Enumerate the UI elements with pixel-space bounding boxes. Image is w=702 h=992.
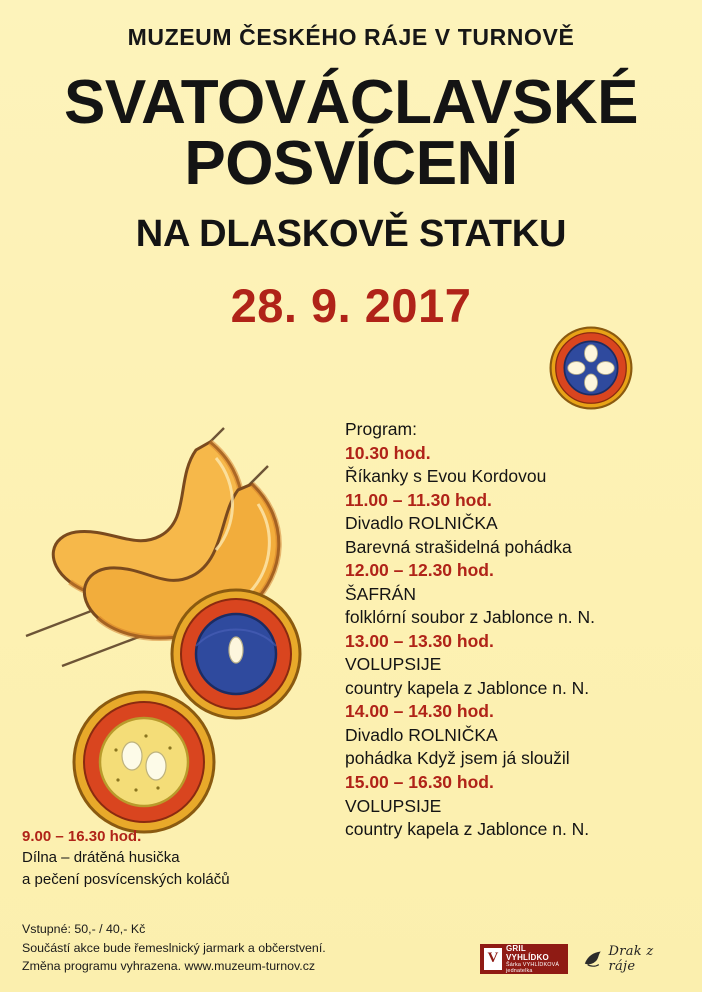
program-time-1: 10.30 hod. [345, 442, 431, 463]
program-desc-3-2: folklórní soubor z Jablonce n. N. [345, 607, 595, 628]
gril-mark-icon: V [484, 948, 502, 970]
logo-drak-z-raje [582, 944, 680, 974]
program-desc-5-2: pohádka Když jsem já sloužil [345, 748, 570, 769]
drak-name: Drak z ráje [608, 944, 654, 974]
workshop-block [22, 826, 322, 890]
poster-subtitle: NA DLASKOVĚ STATKU [135, 212, 567, 255]
sponsor-logos [480, 938, 680, 980]
program-desc-6-1: VOLUPSIJE [345, 795, 442, 816]
event-date: 28. 9. 2017 [230, 278, 472, 332]
program-time-3: 12.00 – 12.30 hod. [345, 560, 494, 581]
logo-gril-vyhlidko [480, 944, 568, 974]
illustration-sausages-and-pastries [14, 404, 344, 834]
dragon-icon [582, 948, 604, 970]
program-desc-2-1: Divadlo ROLNIČKA [345, 513, 498, 534]
program-desc-4-1: VOLUPSIJE [345, 654, 442, 675]
page-title [0, 68, 702, 198]
program-desc-6-2: country kapela z Jablonce n. N. [345, 819, 590, 840]
program-time-4: 13.00 – 13.30 hod. [345, 630, 494, 651]
workshop-line-2: a pečení posvícenských koláčů [22, 870, 230, 888]
fineprint-admission: Vstupné: 50,- / 40,- Kč [22, 922, 146, 936]
program-block [345, 418, 685, 842]
program-desc-4-2: country kapela z Jablonce n. N. [345, 677, 590, 698]
program-heading: Program: [345, 419, 417, 439]
workshop-line-1: Dílna – drátěná husička [22, 849, 180, 867]
kolac-pastry-icon [548, 325, 634, 411]
fineprint-website: Změna programu vyhrazena. www.muzeum-turnov.cz [22, 959, 316, 974]
program-desc-5-1: Divadlo ROLNIČKA [345, 724, 498, 745]
museum-name: MUZEUM ČESKÉHO RÁJE V TURNOVĚ [127, 24, 575, 50]
program-time-6: 15.00 – 16.30 hod. [345, 771, 494, 792]
program-desc-2-2: Barevná strašidelná pohádka [345, 536, 572, 557]
fineprint-block [22, 920, 362, 976]
title-line-2: POSVÍCENÍ [184, 128, 518, 198]
program-time-2: 11.00 – 11.30 hod. [345, 489, 492, 510]
gril-name: GRIL VYHLÍDKO [506, 943, 549, 962]
gril-sub: Šárka VYHLÍDKOVÁ jednatelka [506, 961, 560, 975]
fineprint-market: Součástí akce bude řemeslnický jarmark a občerstvení. [22, 940, 326, 955]
workshop-time: 9.00 – 16.30 hod. [22, 828, 142, 845]
program-desc-1-1: Říkanky s Evou Kordovou [345, 466, 547, 487]
program-desc-3-1: ŠAFRÁN [345, 583, 416, 604]
title-line-1: SVATOVÁCLAVSKÉ [63, 68, 639, 137]
program-time-5: 14.00 – 14.30 hod. [345, 701, 494, 722]
